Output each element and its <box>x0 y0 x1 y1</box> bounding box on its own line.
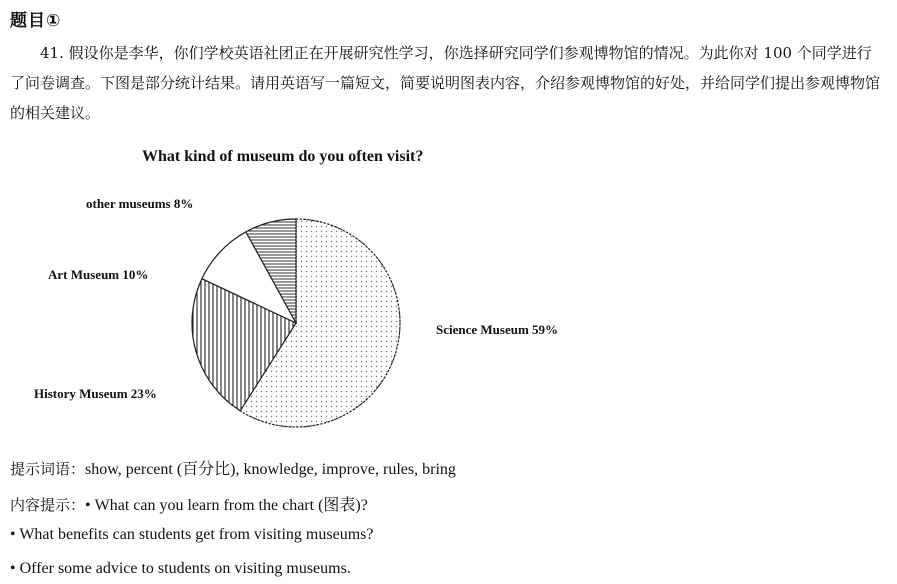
hint-point-2: • What benefits can students get from visiting museums? <box>10 526 374 543</box>
label-art-museum: Art Museum 10% <box>48 267 149 282</box>
label-science-museum: Science Museum 59% <box>436 322 559 337</box>
hint-words: show, percent (百分比), knowledge, improve, rules, bring <box>85 461 456 478</box>
question-heading: 题目① <box>10 11 62 31</box>
label-other-museums: other museums 8% <box>86 196 194 211</box>
chart-title: What kind of museum do you often visit? <box>142 148 424 165</box>
hint-words-line <box>10 456 456 479</box>
hint-point-1: • What can you learn from the chart (图表)? <box>85 497 368 514</box>
label-history-museum: History Museum 23% <box>34 386 157 401</box>
hint-point-3: • Offer some advice to students on visiting museums. <box>10 560 351 577</box>
question-prompt: 41. 假设你是李华，你们学校英语社团正在开展研究性学习，你选择研究同学们参观博物馆的情况。为此你对 100 个同学进行了问卷调查。下图是部分统计结果。请用英语写一篇短文，简要说明图表内容，介绍参观博物馆的好处，并给同学们提出参观博物馆的相关建议。 <box>10 44 881 122</box>
hint-content-line <box>10 492 368 515</box>
hint-words-label: 提示词语： <box>10 460 86 478</box>
hint-content-label: 内容提示： <box>10 496 86 514</box>
pie-chart <box>0 170 897 442</box>
